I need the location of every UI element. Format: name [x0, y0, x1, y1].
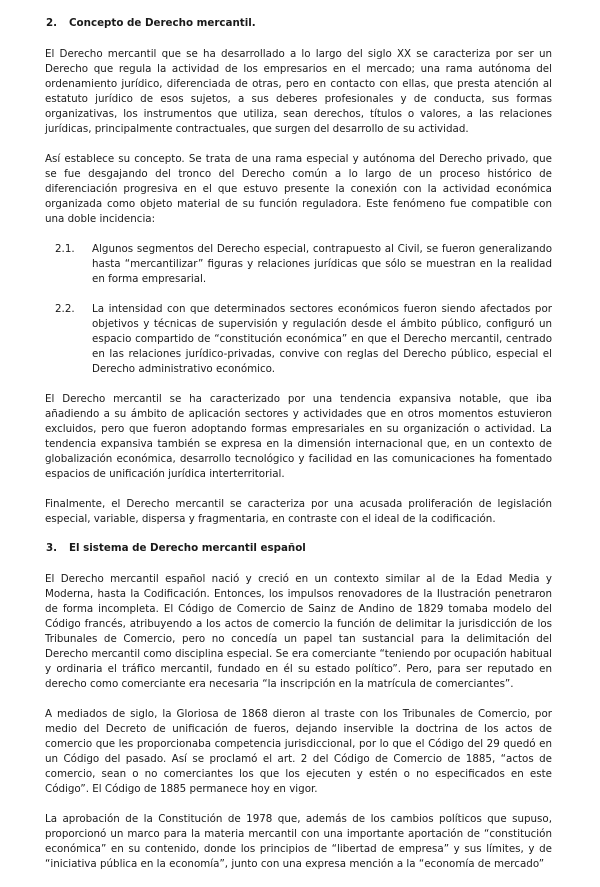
section-3-heading	[45, 541, 552, 556]
section-2-paragraph-1: El Derecho mercantil que se ha desarrollado a lo largo del siglo XX se caracteriza por ser un Derecho que regula la actividad de los empresarios en el mercado; una rama autónoma del ordenamiento jurídico, diferenciada de otras, pero en contacto con ellas, que presta atención al estatuto jurídico de esos sujetos, a sus deberes profesionales y de conducta, sus formas organizativas, los instrumentos que utiliza, sean derechos, títulos o valores, a las relaciones jurídicas, principalmente contractuales, que surgen del desarrollo de su actividad.	[45, 48, 552, 135]
list-item-2-1	[45, 242, 552, 287]
section-3-number: 3.	[46, 542, 58, 554]
section-3-paragraph-1: El Derecho mercantil español nació y creció en un contexto similar al de la Edad Media y Moderna, hasta la Codificación. Entonces, los impulsos renovadores de la Ilustración penetraron de forma incompleta. El Código de Comercio de Sainz de Andino de 1829 tomaba modelo del Código francés, atribuyendo a los actos de comercio la función de delimitar la jurisdicción de los Tribunales de Comercio, pero no concedía un papel tan sustancial para la delimitación del Derecho mercantil como disciplina especial. Se era comerciante “teniendo por ocupación habitual y ordinaria el tráfico mercantil, fundado en él su estado político”. Pero, para ser reputado en derecho como comerciante era necesaria “la inscripción en la matrícula de comerciantes”.	[45, 573, 552, 690]
list-item-text: Algunos segmentos del Derecho especial, contrapuesto al Civil, se fueron generalizando hasta “mercantilizar” figuras y relaciones jurídicas que sólo se muestran en la realidad en forma empresarial.	[92, 243, 552, 285]
document-content	[45, 16, 552, 887]
section-3-paragraph-3: La aprobación de la Constitución de 1978 que, además de los cambios políticos que supuso, proporcionó un marco para la materia mercantil con una importante aportación de “constitución económica” en su contenido, donde los principios de “libertad de empresa” y sus límites, y de “iniciativa pública en la economía”, junto con una expresa mención a la “economía de mercado”	[45, 813, 552, 870]
section-3-title: El sistema de Derecho mercantil español	[69, 542, 306, 554]
section-2-number: 2.	[46, 17, 58, 29]
list-item-number: 2.2.	[55, 303, 75, 315]
section-2-paragraph-2: Así establece su concepto. Se trata de una rama especial y autónoma del Derecho privado, que se fue desgajando del tronco del Derecho común a lo largo de un proceso histórico de diferenciación progresiva en el que estuvo presente la conexión con la actividad económica organizada como objeto material de su función reguladora. Este fenómeno fue compatible con una doble incidencia:	[45, 153, 552, 225]
section-2-paragraph-4: Finalmente, el Derecho mercantil se caracteriza por una acusada proliferación de legislación especial, variable, dispersa y fragmentaria, en contraste con el ideal de la codificación.	[45, 498, 552, 525]
list-item-number: 2.1.	[55, 243, 75, 255]
section-2-heading	[45, 16, 552, 31]
section-2-title: Concepto de Derecho mercantil.	[69, 17, 256, 29]
section-2-paragraph-3: El Derecho mercantil se ha caracterizado por una tendencia expansiva notable, que iba añadiendo a su ámbito de aplicación sectores y actividades que en otros momentos estuvieron excluidos, pero que fueron adoptando formas empresariales en su organización o actividad. La tendencia expansiva también se expresa en la dimensión internacional que, en un contexto de globalización económica, desarrollo tecnológico y facilidad en las comunicaciones ha fomentado espacios de unificación jurídica interterritorial.	[45, 393, 552, 480]
list-item-2-2	[45, 302, 552, 377]
section-3-paragraph-2: A mediados de siglo, la Gloriosa de 1868 dieron al traste con los Tribunales de Comercio, por medio del Decreto de unificación de fueros, dejando inservible la doctrina de los actos de comercio que les proporcionaba competencia jurisdiccional, por lo que el Código del 29 quedó en un Código del pasado. Así se proclamó el art. 2 del Código de Comercio de 1885, “actos de comercio, sean o no comerciantes los que los ejecuten y estén o no especificados en este Código”. El Código de 1885 permanece hoy en vigor.	[45, 708, 552, 795]
list-item-text: La intensidad con que determinados sectores económicos fueron siendo afectados por objetivos y técnicas de supervisión y regulación desde el ámbito público, configuró un espacio compartido de “constitución económica” en que el Derecho mercantil, centrado en las relaciones jurídico-privadas, convive con reglas del Derecho público, especial el Derecho administrativo económico.	[92, 303, 552, 375]
